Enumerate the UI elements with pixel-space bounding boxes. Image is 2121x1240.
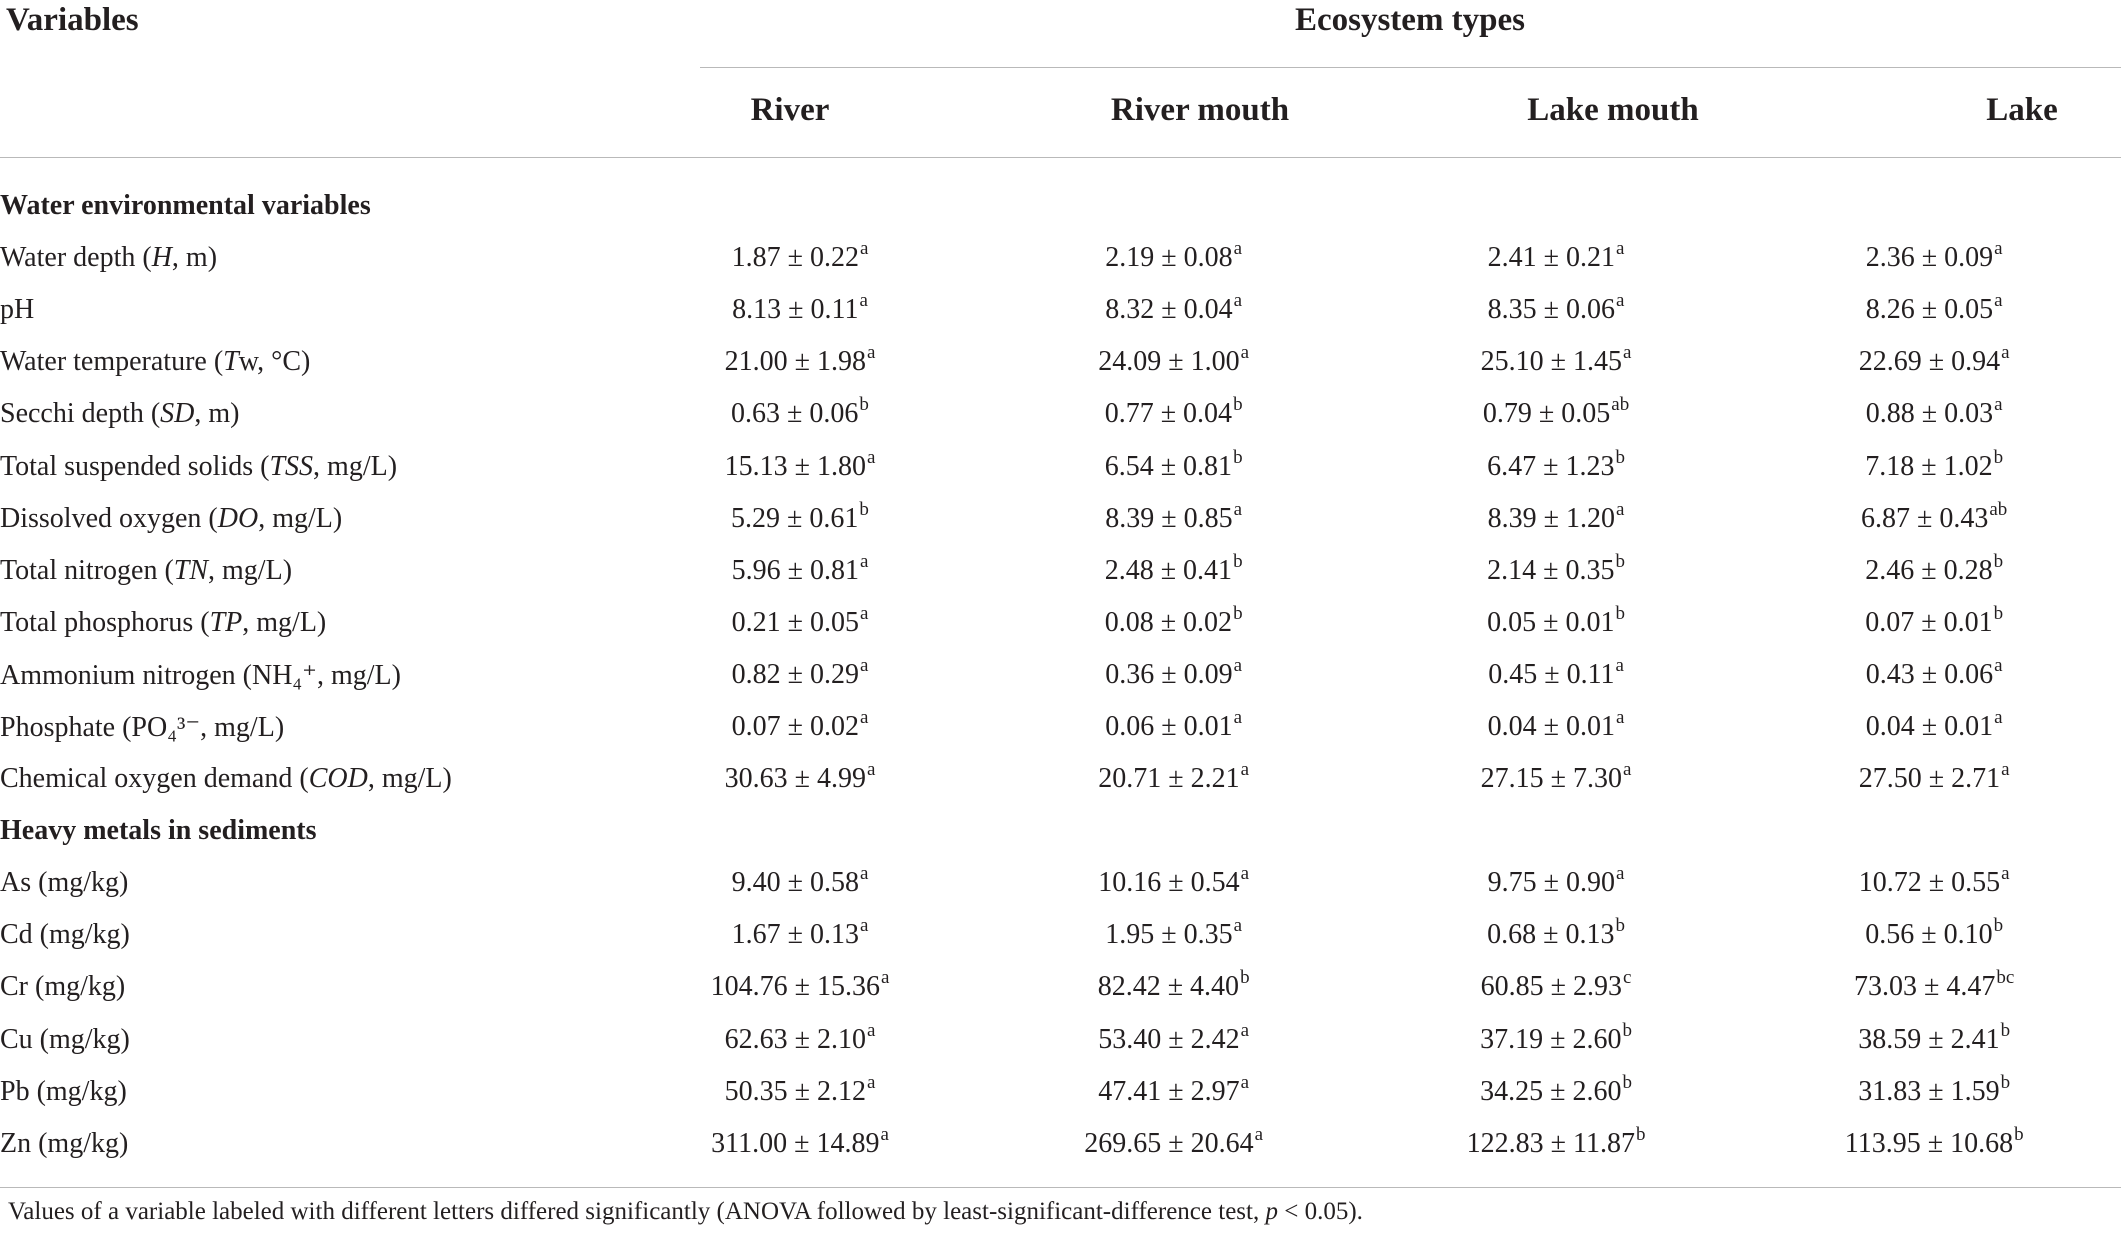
variable-label-it: DO [217, 502, 259, 534]
mean-se-value: 0.08 ± 0.02 [1104, 606, 1233, 638]
mean-se-value: 8.32 ± 0.04 [1105, 294, 1233, 326]
significance-letter: a [1994, 706, 2003, 728]
significance-letter: a [1623, 342, 1632, 364]
mean-se-value: 0.88 ± 0.03 [1865, 398, 1994, 430]
variable-label [0, 909, 618, 961]
mean-se-value: 62.63 ± 2.10 [724, 1023, 866, 1055]
variable-label-post: , mg/L) [242, 606, 327, 638]
significance-letter: a [1233, 706, 1243, 728]
value-cell-river-mouth [982, 493, 1364, 545]
significance-letter: b [2014, 1123, 2024, 1145]
mean-se-value: 0.07 ± 0.01 [1865, 606, 1993, 638]
value-cell-river [618, 440, 983, 492]
value-cell-river [618, 909, 983, 961]
mean-se-value: 9.75 ± 0.90 [1487, 867, 1616, 899]
variable-label-post: , m) [171, 242, 218, 274]
mean-se-value: 37.19 ± 2.60 [1480, 1023, 1622, 1055]
significance-letter: b [1993, 915, 2004, 937]
variable-label-pre: Secchi depth ( [0, 398, 161, 430]
mean-se-value: 0.56 ± 0.10 [1865, 919, 1993, 951]
value-cell-lake [1747, 493, 2121, 545]
significance-letter: a [1615, 654, 1624, 676]
table-row [0, 753, 2121, 805]
variable-label-post: , mg/L) [313, 450, 398, 482]
significance-letter: a [1254, 1123, 1264, 1145]
significance-letter: a [866, 342, 876, 364]
column-header-river: River [750, 92, 830, 128]
mean-se-value: 15.13 ± 1.80 [724, 450, 866, 482]
value-cell-lake-mouth [1365, 909, 1747, 961]
variable-label-pre: Cu (mg/kg) [0, 1023, 130, 1055]
value-cell-lake [1747, 961, 2121, 1013]
mean-se-value: 50.35 ± 2.12 [724, 1075, 866, 1107]
significance-letter: b [1615, 446, 1626, 468]
variable-label-post: , m) [194, 398, 240, 430]
value-cell-river-mouth [982, 545, 1364, 597]
header-bottom-rule [0, 157, 2121, 158]
significance-letter: a [1623, 759, 1632, 781]
variable-label [0, 1066, 618, 1118]
significance-letter: a [2001, 342, 2010, 364]
section-title: Heavy metals in sediments [0, 815, 317, 847]
mean-se-value: 82.42 ± 4.40 [1097, 971, 1240, 1003]
variable-label-post: , mg/L) [258, 502, 343, 534]
mean-se-value: 0.63 ± 0.06 [731, 398, 859, 430]
section-row [0, 180, 2121, 232]
significance-letter: a [1994, 290, 2003, 312]
value-cell-lake-mouth [1365, 1118, 1747, 1170]
value-cell-river-mouth [982, 701, 1364, 753]
mean-se-value: 7.18 ± 1.02 [1865, 450, 1993, 482]
mean-se-value: 10.16 ± 0.54 [1098, 867, 1240, 899]
value-cell-lake-mouth [1365, 545, 1747, 597]
mean-se-value: 0.04 ± 0.01 [1865, 710, 1994, 742]
footnote-tail: < 0.05). [1277, 1198, 1363, 1225]
variable-label-it: H [151, 242, 172, 274]
column-header-lake-mouth: Lake mouth [1527, 92, 1699, 128]
table-row [0, 597, 2121, 649]
mean-se-value: 30.63 ± 4.99 [724, 763, 866, 795]
significance-letter: b [859, 498, 869, 520]
mean-se-value: 0.05 ± 0.01 [1487, 606, 1615, 638]
value-cell-lake [1747, 909, 2121, 961]
variable-label [0, 440, 618, 492]
mean-se-value: 24.09 ± 1.00 [1098, 346, 1240, 378]
mean-se-value: 2.41 ± 0.21 [1487, 242, 1616, 274]
significance-letter: b [1993, 446, 2004, 468]
mean-se-value: 22.69 ± 0.94 [1858, 346, 2001, 378]
variable-label-it: COD [308, 763, 368, 795]
table-row [0, 1118, 2121, 1170]
mean-se-value: 60.85 ± 2.93 [1480, 971, 1623, 1003]
significance-letter: a [1233, 290, 1243, 312]
table-row [0, 1014, 2121, 1066]
mean-se-value: 8.26 ± 0.05 [1865, 294, 1994, 326]
variable-label [0, 1014, 618, 1066]
mean-se-value: 1.67 ± 0.13 [731, 919, 859, 951]
table-row [0, 440, 2121, 492]
mean-se-value: 2.46 ± 0.28 [1865, 554, 1993, 586]
variable-label-post: w, °C) [238, 346, 311, 378]
significance-letter: a [859, 863, 869, 885]
mean-se-value: 6.87 ± 0.43 [1861, 502, 1989, 534]
value-cell-lake-mouth [1365, 649, 1747, 701]
significance-letter: a [1616, 706, 1625, 728]
column-header-lake: Lake [1986, 92, 2058, 128]
mean-se-value: 8.39 ± 1.20 [1487, 502, 1616, 534]
significance-letter: b [1615, 602, 1626, 624]
significance-letter: a [866, 1019, 876, 1041]
significance-letter: a [1233, 654, 1243, 676]
value-cell-lake-mouth [1365, 857, 1747, 909]
significance-letter: b [1993, 602, 2004, 624]
group-underline [700, 67, 2121, 68]
value-cell-river [618, 649, 983, 701]
mean-se-value: 113.95 ± 10.68 [1844, 1127, 2014, 1159]
significance-letter: b [1615, 550, 1626, 572]
mean-se-value: 311.00 ± 14.89 [711, 1127, 880, 1159]
table-row [0, 857, 2121, 909]
mean-se-value: 0.04 ± 0.01 [1487, 710, 1616, 742]
value-cell-lake-mouth [1365, 336, 1747, 388]
value-cell-lake [1747, 388, 2121, 440]
significance-letter: b [1233, 550, 1243, 572]
significance-letter: a [1240, 1019, 1250, 1041]
value-cell-river [618, 493, 983, 545]
mean-se-value: 73.03 ± 4.47 [1854, 971, 1996, 1003]
value-cell-river [618, 857, 983, 909]
value-cell-lake-mouth [1365, 597, 1747, 649]
variable-label-it: TSS [269, 450, 314, 482]
value-cell-river [618, 701, 983, 753]
variable-label-pre: Total nitrogen ( [0, 554, 174, 586]
significance-letter: a [1994, 238, 2003, 260]
table-row [0, 336, 2121, 388]
significance-letter: b [2000, 1019, 2011, 1041]
mean-se-value: 25.10 ± 1.45 [1480, 346, 1623, 378]
table-row [0, 388, 2121, 440]
value-cell-river-mouth [982, 1066, 1364, 1118]
significance-letter: b [859, 394, 869, 416]
footnote [8, 1198, 1363, 1226]
value-cell-lake [1747, 336, 2121, 388]
significance-letter: a [859, 602, 869, 624]
significance-letter: b [1233, 394, 1243, 416]
mean-se-value: 1.95 ± 0.35 [1105, 919, 1233, 951]
table-row [0, 649, 2121, 701]
mean-se-value: 2.19 ± 0.08 [1105, 242, 1233, 274]
mean-se-value: 21.00 ± 1.98 [724, 346, 866, 378]
mean-se-value: 8.39 ± 0.85 [1105, 502, 1233, 534]
significance-letter: b [1233, 602, 1243, 624]
variable-label-pre: Chemical oxygen demand ( [0, 763, 309, 795]
variable-label-pre: As (mg/kg) [0, 867, 129, 899]
significance-letter: a [866, 759, 876, 781]
mean-se-value: 0.36 ± 0.09 [1105, 658, 1233, 690]
value-cell-river-mouth [982, 388, 1364, 440]
variables-header: Variables [6, 2, 139, 38]
mean-se-value: 6.54 ± 0.81 [1104, 450, 1233, 482]
variable-label [0, 232, 618, 284]
value-cell-lake [1747, 701, 2121, 753]
significance-letter: a [1994, 394, 2003, 416]
mean-se-value: 27.15 ± 7.30 [1480, 763, 1623, 795]
variable-label [0, 493, 618, 545]
table-row [0, 961, 2121, 1013]
variable-label-it: TN [173, 554, 209, 586]
table-row [0, 701, 2121, 753]
mean-se-value: 9.40 ± 0.58 [731, 867, 859, 899]
significance-letter: a [2001, 759, 2010, 781]
value-cell-lake [1747, 597, 2121, 649]
variable-label-post: , mg/L) [208, 554, 293, 586]
significance-letter: a [1233, 238, 1243, 260]
value-cell-lake-mouth [1365, 753, 1747, 805]
footnote-p-symbol: p [1265, 1198, 1278, 1225]
value-cell-lake [1747, 1066, 2121, 1118]
footnote-text: Values of a variable labeled with different letters differed significantly (ANOVA followed by least-significant-difference test, [8, 1198, 1266, 1225]
value-cell-lake [1747, 232, 2121, 284]
significance-letter: b [2000, 1071, 2011, 1093]
value-cell-river-mouth [982, 649, 1364, 701]
significance-letter: b [1615, 915, 1626, 937]
significance-letter: b [1233, 446, 1243, 468]
value-cell-river [618, 1066, 983, 1118]
mean-se-value: 0.79 ± 0.05 [1482, 398, 1611, 430]
value-cell-river [618, 388, 983, 440]
variable-label-pre: Total phosphorus ( [0, 606, 210, 638]
value-cell-river [618, 336, 983, 388]
value-cell-river-mouth [982, 440, 1364, 492]
value-cell-river [618, 232, 983, 284]
value-cell-river-mouth [982, 909, 1364, 961]
significance-letter: a [1240, 1071, 1250, 1093]
mean-se-value: 47.41 ± 2.97 [1098, 1075, 1240, 1107]
table-row [0, 493, 2121, 545]
significance-letter: a [1616, 498, 1625, 520]
significance-letter: a [859, 915, 869, 937]
variable-label-pre: Water depth ( [0, 242, 152, 274]
significance-letter: ab [1989, 498, 2008, 520]
table-row [0, 909, 2121, 961]
value-cell-lake [1747, 545, 2121, 597]
value-cell-river-mouth [982, 857, 1364, 909]
variable-label-pre: pH [0, 294, 35, 326]
variable-label [0, 649, 618, 701]
significance-letter: c [1623, 967, 1632, 989]
value-cell-lake [1747, 440, 2121, 492]
mean-se-value: 269.65 ± 20.64 [1084, 1127, 1254, 1159]
variable-label [0, 284, 618, 336]
value-cell-lake [1747, 1118, 2121, 1170]
value-cell-lake [1747, 284, 2121, 336]
table-bottom-rule [0, 1187, 2121, 1188]
value-cell-lake [1747, 857, 2121, 909]
mean-se-value: 122.83 ± 11.87 [1466, 1127, 1635, 1159]
significance-letter: a [1240, 342, 1250, 364]
value-cell-lake-mouth [1365, 440, 1747, 492]
significance-letter: a [2001, 863, 2010, 885]
significance-letter: a [859, 654, 869, 676]
mean-se-value: 0.21 ± 0.05 [731, 606, 859, 638]
significance-letter: a [1233, 915, 1243, 937]
significance-letter: a [880, 967, 890, 989]
mean-se-value: 10.72 ± 0.55 [1858, 867, 2001, 899]
value-cell-lake-mouth [1365, 284, 1747, 336]
significance-letter: b [1622, 1071, 1633, 1093]
value-cell-river [618, 753, 983, 805]
value-cell-river [618, 1118, 983, 1170]
value-cell-lake [1747, 1014, 2121, 1066]
mean-se-value: 53.40 ± 2.42 [1098, 1023, 1240, 1055]
variable-label-pre: Total suspended solids ( [0, 450, 270, 482]
value-cell-river-mouth [982, 753, 1364, 805]
significance-letter: a [866, 1071, 876, 1093]
mean-se-value: 0.45 ± 0.11 [1488, 658, 1615, 690]
value-cell-river [618, 961, 983, 1013]
ecosystem-types-header: Ecosystem types [1294, 2, 1526, 38]
table-row [0, 1066, 2121, 1118]
variable-label-it: TP [209, 606, 243, 638]
variable-label-it: SD [160, 398, 195, 430]
mean-se-value: 34.25 ± 2.60 [1480, 1075, 1622, 1107]
variable-label-pre: Water temperature ( [0, 346, 224, 378]
mean-se-value: 8.35 ± 0.06 [1487, 294, 1616, 326]
value-cell-river-mouth [982, 284, 1364, 336]
variable-label [0, 701, 618, 753]
variable-label-pre: Phosphate (PO₄³⁻, mg/L) [0, 711, 285, 743]
mean-se-value: 0.77 ± 0.04 [1104, 398, 1233, 430]
value-cell-river-mouth [982, 336, 1364, 388]
variable-label-pre: Ammonium nitrogen (NH₄⁺, mg/L) [0, 659, 401, 691]
section-row [0, 805, 2121, 857]
variable-label [0, 388, 618, 440]
value-cell-lake-mouth [1365, 1014, 1747, 1066]
value-cell-river [618, 545, 983, 597]
significance-letter: a [859, 290, 868, 312]
mean-se-value: 0.82 ± 0.29 [731, 658, 859, 690]
significance-letter: a [1233, 498, 1243, 520]
data-table [0, 180, 2121, 1170]
variable-label-pre: Cr (mg/kg) [0, 971, 126, 1003]
mean-se-value: 1.87 ± 0.22 [731, 242, 859, 274]
value-cell-lake [1747, 753, 2121, 805]
value-cell-lake [1747, 649, 2121, 701]
table-row [0, 232, 2121, 284]
variable-label-pre: Zn (mg/kg) [0, 1127, 129, 1159]
significance-letter: b [1636, 1123, 1646, 1145]
mean-se-value: 2.36 ± 0.09 [1865, 242, 1994, 274]
significance-letter: a [1240, 759, 1250, 781]
mean-se-value: 27.50 ± 2.71 [1858, 763, 2001, 795]
significance-letter: bc [1996, 967, 2015, 989]
variable-label [0, 597, 618, 649]
value-cell-river-mouth [982, 597, 1364, 649]
value-cell-lake-mouth [1365, 388, 1747, 440]
significance-letter: ab [1611, 394, 1630, 416]
value-cell-lake-mouth [1365, 701, 1747, 753]
mean-se-value: 8.13 ± 0.11 [732, 294, 859, 326]
mean-se-value: 5.29 ± 0.61 [731, 502, 859, 534]
variable-label-it: T [223, 346, 239, 378]
mean-se-value: 104.76 ± 15.36 [710, 971, 880, 1003]
significance-letter: a [1616, 863, 1625, 885]
value-cell-lake-mouth [1365, 961, 1747, 1013]
mean-se-value: 38.59 ± 2.41 [1858, 1023, 2000, 1055]
variable-label-pre: Cd (mg/kg) [0, 919, 130, 951]
variable-label [0, 1118, 618, 1170]
significance-letter: a [866, 446, 876, 468]
significance-letter: a [1616, 290, 1625, 312]
mean-se-value: 0.68 ± 0.13 [1487, 919, 1615, 951]
value-cell-lake-mouth [1365, 1066, 1747, 1118]
significance-letter: b [1622, 1019, 1633, 1041]
variable-label [0, 336, 618, 388]
significance-letter: a [1616, 238, 1625, 260]
significance-letter: a [859, 550, 869, 572]
significance-letter: a [880, 1123, 889, 1145]
table-row [0, 545, 2121, 597]
value-cell-river [618, 597, 983, 649]
variable-label-pre: Pb (mg/kg) [0, 1075, 127, 1107]
significance-letter: a [859, 706, 869, 728]
value-cell-river-mouth [982, 232, 1364, 284]
value-cell-river [618, 284, 983, 336]
section-title: Water environmental variables [0, 190, 371, 222]
data-table-body [0, 180, 2121, 1170]
value-cell-river-mouth [982, 1014, 1364, 1066]
mean-se-value: 20.71 ± 2.21 [1098, 763, 1240, 795]
variable-label [0, 753, 618, 805]
table-row [0, 284, 2121, 336]
mean-se-value: 2.48 ± 0.41 [1104, 554, 1233, 586]
mean-se-value: 0.07 ± 0.02 [731, 710, 859, 742]
significance-letter: a [1994, 654, 2003, 676]
column-header-river-mouth: River mouth [1110, 92, 1290, 128]
variable-label [0, 961, 618, 1013]
variable-label-post: , mg/L) [367, 763, 452, 795]
significance-letter: b [1240, 967, 1250, 989]
value-cell-river [618, 1014, 983, 1066]
mean-se-value: 2.14 ± 0.35 [1487, 554, 1615, 586]
variable-label [0, 857, 618, 909]
mean-se-value: 5.96 ± 0.81 [731, 554, 859, 586]
value-cell-river-mouth [982, 1118, 1364, 1170]
value-cell-lake-mouth [1365, 493, 1747, 545]
mean-se-value: 6.47 ± 1.23 [1487, 450, 1615, 482]
variable-label [0, 545, 618, 597]
value-cell-river-mouth [982, 961, 1364, 1013]
mean-se-value: 0.06 ± 0.01 [1105, 710, 1233, 742]
significance-letter: a [1240, 863, 1250, 885]
value-cell-lake-mouth [1365, 232, 1747, 284]
variable-label-pre: Dissolved oxygen ( [0, 502, 218, 534]
significance-letter: a [859, 238, 869, 260]
mean-se-value: 31.83 ± 1.59 [1858, 1075, 2000, 1107]
mean-se-value: 0.43 ± 0.06 [1865, 658, 1994, 690]
significance-letter: b [1993, 550, 2004, 572]
